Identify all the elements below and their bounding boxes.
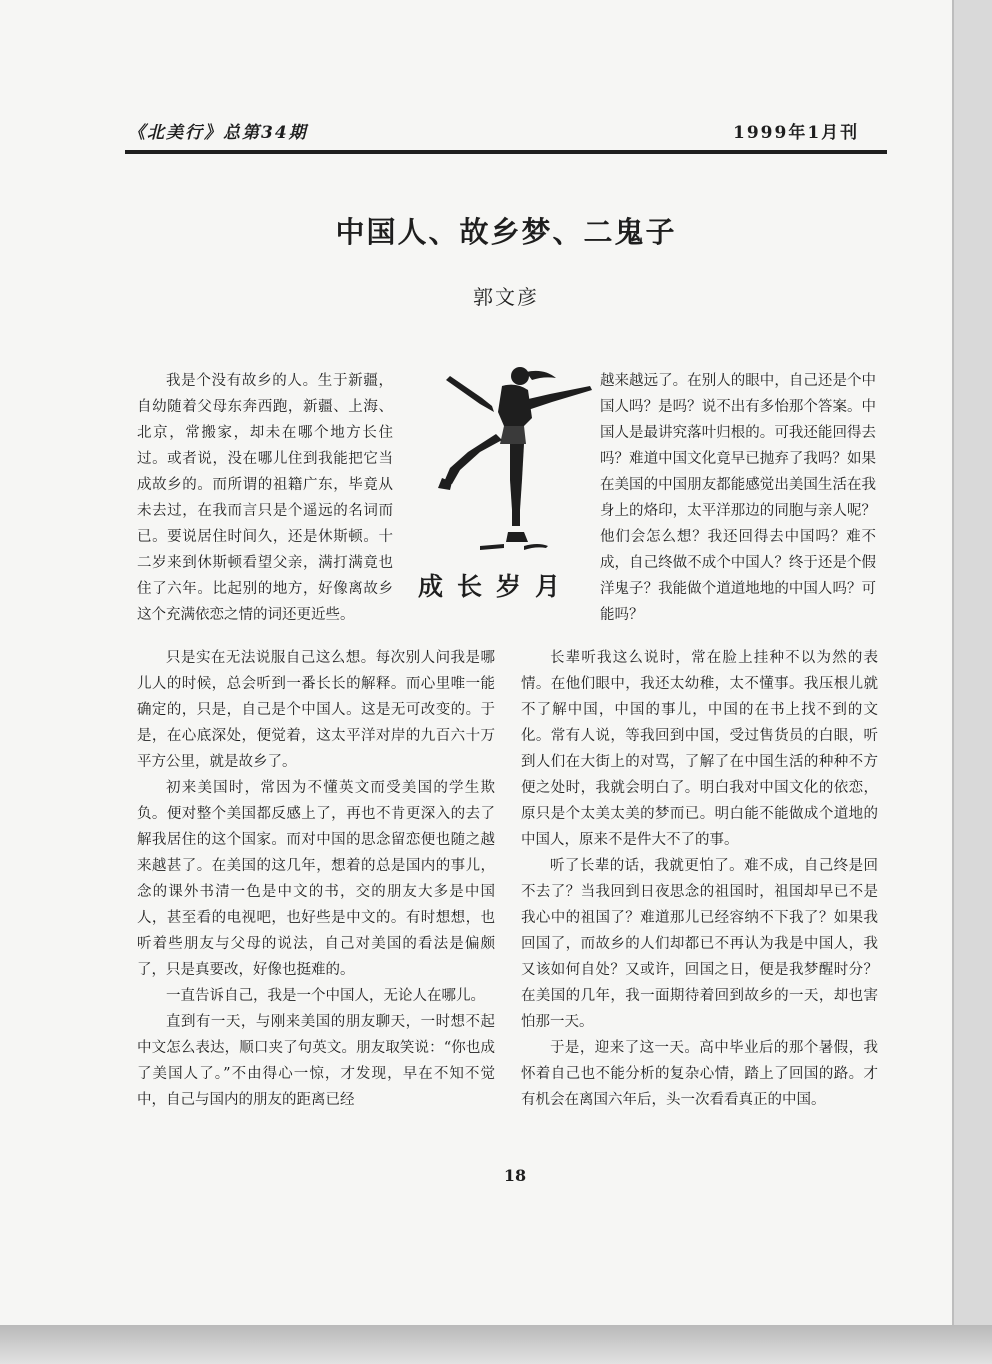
left-column [137, 645, 495, 1113]
article-author: 郭文彦 [473, 285, 539, 309]
paragraph: 越来越远了。在别人的眼中，自己还是个中国人吗？是吗？说不出有多怡那个答案。中国人是最讲究落叶归根的。可我还能回得去吗？难道中国文化竟早已抛弃了我吗？如果在美国的中国朋友都能感觉出美国生活在我身上的烙印，太平洋那边的同胞与亲人呢？他们会怎么想？我还回得去中国吗？难不成，自己终做不成个中国人？终于还是个假洋鬼子？我能做个道道地地的中国人吗？可能吗？ [600, 373, 876, 623]
paragraph: 初来美国时，常因为不懂英文而受美国的学生欺负。便对整个美国都反感上了，再也不肯更深入的去了解我居住的这个国家。而对中国的思念留恋便也随之越来越甚了。在美国的这几年，想着的总是国内的事儿，念的课外书清一色是中文的书，交的朋友大多是中国人，甚至看的电视吧，也好些是中文的。有时想想，也听着些朋友与父母的说法，自己对美国的看法是偏颇了，只是真要改，好像也挺难的。 [137, 780, 495, 978]
scan-edge-shadow [0, 1325, 992, 1364]
paragraph: 只是实在无法说服自己这么想。每次别人问我是哪儿人的时候，总会听到一番长长的解释。而心里唯一能确定的，只是，自己是个中国人。这是无可改变的。于是，在心底深处，便觉着，这太平洋对岸的九百六十万平方公里，就是故乡了。 [137, 650, 495, 770]
section-label: 成长岁月 [418, 572, 575, 601]
paragraph: 直到有一天，与刚来美国的朋友聊天，一时想不起中文怎么表达，顺口夹了句英文。朋友取笑说：“你也成了美国人了。”不由得心一惊，才发现，早在不知不觉中，自己与国内的朋友的距离已经 [137, 1014, 495, 1108]
paragraph: 听了长辈的话，我就更怕了。难不成，自己终是回不去了？当我回到日夜思念的祖国时，祖国却早已不是我心中的祖国了？难道那儿已经容纳不下我了？如果我回国了，而故乡的人们却都已不再认为我是中国人，我又该如何自处？又或许，回国之日，便是我梦醒时分？在美国的几年，我一面期待着回到故乡的一天，却也害怕那一天。 [521, 858, 878, 1030]
publication-header: 《北美行》总第34期 [128, 123, 308, 143]
right-column [521, 645, 878, 1113]
gymnast-silhouette-icon [420, 360, 600, 560]
article-title: 中国人、故乡梦、二鬼子 [335, 215, 677, 249]
paragraph: 我是个没有故乡的人。生于新疆，自幼随着父母东奔西跑，新疆、上海、北京，常搬家，却未在哪个地方长住过。或者说，没在哪儿住到我能把它当成故乡的。而所谓的祖籍广东，毕竟从未去过，在我而言只是个遥远的名词而已。要说居住时间久，还是休斯顿。十二岁来到休斯顿看望父亲，满打满竟也住了六年。比起别的地方，好像离故乡这个充满依恋之情的词还更近些。 [137, 373, 393, 623]
left-column-intro [137, 368, 393, 628]
paragraph: 长辈听我这么说时，常在脸上挂种不以为然的表情。在他们眼中，我还太幼稚，太不懂事。我压根儿就不了解中国，中国的事儿，中国的在书上找不到的文化。常有人说，等我回到中国，受过售货员的白眼，听到人们在大街上的对骂，了解了在中国生活的种种不方便之处时，我就会明白了。明白我对中国文化的依恋，原只是个太美太美的梦而已。明白能不能做成个道地的中国人，原来不是件大不了的事。 [521, 650, 878, 848]
page-number: 18 [503, 1166, 527, 1185]
header-divider [125, 150, 887, 154]
issue-date: 1999年1月刊 [733, 123, 860, 143]
right-column-intro [600, 368, 876, 628]
paragraph: 于是，迎来了这一天。高中毕业后的那个暑假，我怀着自己也不能分析的复杂心情，踏上了回国的路。才有机会在离国六年后，头一次看看真正的中国。 [521, 1040, 878, 1108]
paragraph: 一直告诉自己，我是一个中国人，无论人在哪儿。 [166, 988, 485, 1004]
